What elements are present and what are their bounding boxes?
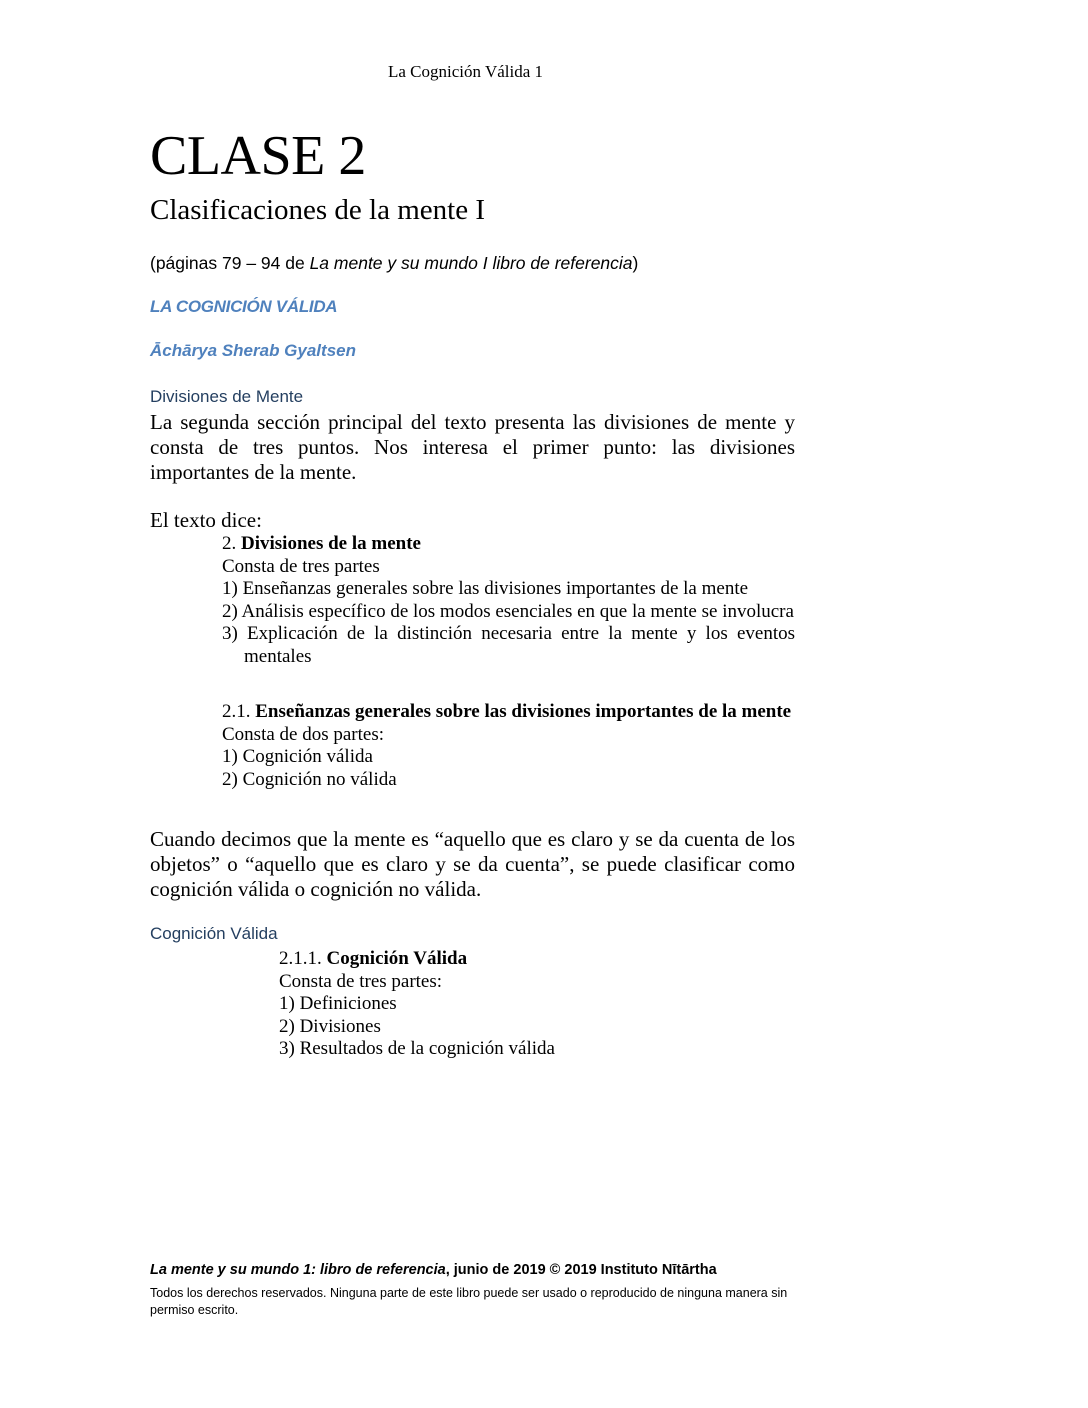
- quote-title: Enseñanzas generales sobre las divisiones importantes de la mente: [255, 701, 792, 722]
- running-header: La Cognición Válida 1: [388, 62, 544, 81]
- quote-title: Divisiones de la mente: [241, 533, 421, 554]
- pages-suffix: ): [632, 253, 639, 273]
- footer-rights: Todos los derechos reservados. Ninguna parte de este libro puede ser usado o reproducido de ninguna manera sin permiso escrito.: [150, 1286, 788, 1317]
- quote-intro: Consta de tres partes:: [279, 970, 443, 992]
- list-item: 1) Cognición válida: [222, 746, 373, 767]
- quote-cognicion-valida: [279, 948, 679, 1061]
- quote-ensenanzas-generales: [222, 701, 795, 791]
- paragraph-cuando-decimos: Cuando decimos que la mente es “aquello que es claro y se da cuenta de los objetos” o “aquello que es claro y se da cuenta”, se puede clasificar como cognición válida o cognición no válida.: [150, 827, 795, 901]
- section-title: LA COGNICIÓN VÁLIDA: [150, 297, 338, 316]
- quote-heading: [222, 533, 795, 556]
- list-item: 1) Definiciones: [279, 993, 397, 1014]
- list-item: 2) Cognición no válida: [222, 768, 397, 790]
- quote-number: 2.1.: [222, 701, 256, 722]
- footer-imprint: , junio de 2019 © 2019 Instituto Nītārtha: [445, 1262, 717, 1278]
- heading-cognicion-valida: Cognición Válida: [150, 924, 278, 943]
- quote-title: Cognición Válida: [326, 948, 468, 969]
- quote-divisiones-de-la-mente: [222, 533, 795, 668]
- class-title: CLASE 2: [150, 125, 366, 187]
- list-item: 3) Resultados de la cognición válida: [279, 1038, 555, 1059]
- footer-book-title: La mente y su mundo 1: libro de referencia: [150, 1262, 446, 1278]
- footer-citation: [150, 1262, 717, 1278]
- quote-intro: Consta de tres partes: [222, 555, 380, 577]
- pages-prefix: (páginas 79 – 94 de: [150, 253, 310, 273]
- pages-book-title: La mente y su mundo I libro de referencia: [309, 253, 633, 273]
- quote-intro: Consta de dos partes:: [222, 723, 385, 745]
- list-item: 2) Análisis específico de los modos esenciales en que la mente se involucra: [222, 600, 794, 622]
- quote-number: 2.1.1.: [279, 948, 327, 969]
- class-subtitle: Clasificaciones de la mente I: [150, 194, 485, 226]
- quote-heading: [279, 948, 679, 971]
- heading-divisiones-de-mente: Divisiones de Mente: [150, 387, 304, 406]
- list-item: 1) Enseñanzas generales sobre las divisiones importantes de la mente: [222, 578, 749, 599]
- author-name: Āchārya Sherab Gyaltsen: [150, 341, 356, 360]
- quote-heading: [222, 701, 795, 724]
- pages-reference: [150, 253, 638, 274]
- paragraph-divisiones: La segunda sección principal del texto presenta las divisiones de mente y consta de tres puntos. Nos interesa el primer punto: las divisiones importantes de la mente.: [150, 410, 795, 484]
- list-item: 3) Explicación de la distinción necesaria entre la mente y los eventos mentales: [222, 623, 795, 667]
- paragraph-texto-dice: El texto dice:: [150, 508, 262, 532]
- list-item: 2) Divisiones: [279, 1015, 381, 1037]
- quote-number: 2.: [222, 533, 241, 554]
